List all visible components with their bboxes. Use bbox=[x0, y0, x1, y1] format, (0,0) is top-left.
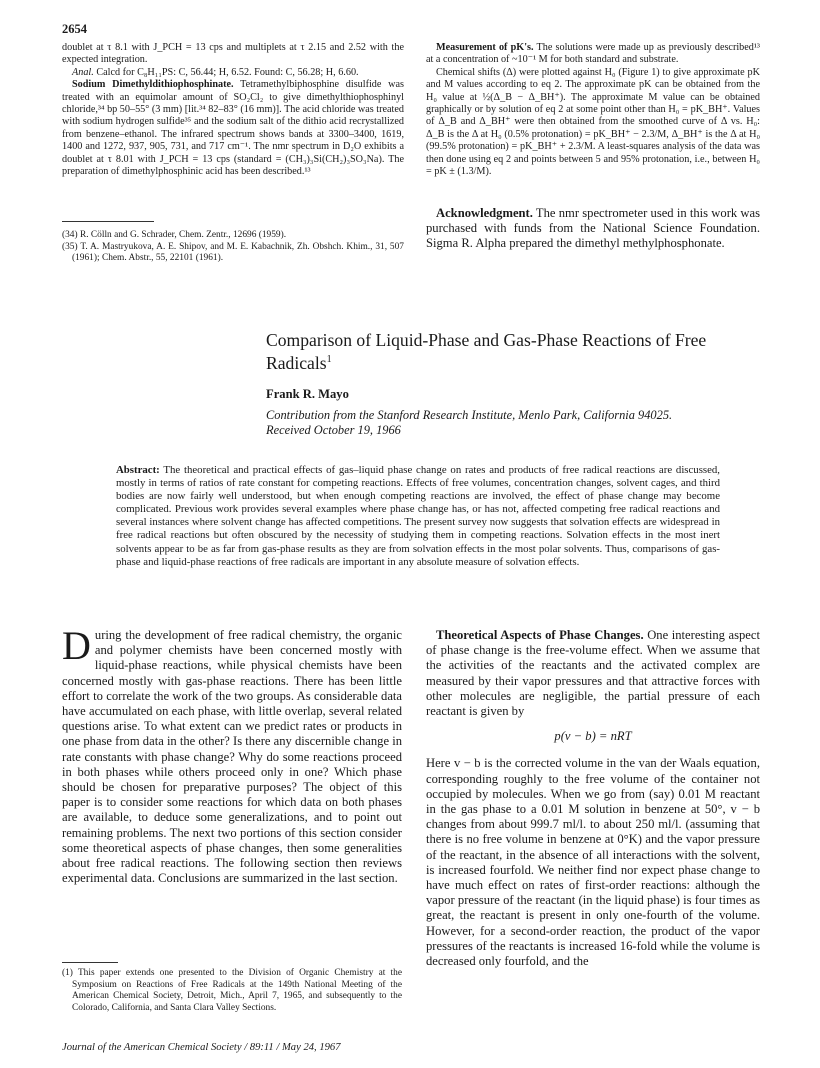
sodium-salt-heading: Sodium Dimethyldithiophosphinate. bbox=[72, 79, 234, 91]
abstract-text: The theoretical and practical effects of gas–liquid phase change on rates and products of free radical reactions are discussed, mostly in terms of ratios of rate constant for competing reactions. Effects of free volumes, concentration changes, solvent cages, and third bodies are now fairly well understood, but when enough competing reactions are involved, the effect of phase change may become complicated. Previous work provides several examples where phase change has, or has not, affected competing free radical reactions and several instances where solvent change has affected competitions. The present survey now suggests that solvation effects are widespread in free radical reactions but often obscured by the necessity of studying them in competing reactions. Solvation effects in the most inert solvents appear to be as far from gas-phase results as they are from solvation effects in the most polar solvents. Thus, comparisons of gas-phase and liquid-phase reactions of free radicals are important in any absolute measure of solvation effects. bbox=[116, 464, 720, 568]
abstract bbox=[116, 464, 720, 569]
affiliation-line: Contribution from the Stanford Research Institute, Menlo Park, California 94025. bbox=[266, 408, 673, 422]
sodium-salt-paragraph bbox=[62, 79, 404, 178]
drop-cap: D bbox=[62, 623, 91, 668]
footnote-rule-body bbox=[62, 962, 118, 963]
chemical-shift-paragraph: Chemical shifts (Δ) were plotted against H₀ (Figure 1) to give approximate pK and M values according to eq 2. The approximate pK can be obtained from the H₀ value at ½(Δ_B − Δ_BH⁺). The approximate M value can be obtained graphically or by solution of eq 2 at some point other than H₀ = pK_BH⁺. Values of Δ_B and Δ_BH⁺ were then obtained from the smoothed curve of Δ vs. H₀: Δ_B is the Δ at H₀ (0.5% protonation) = pK_BH⁺ − 2.3/M, Δ_BH⁺ is the Δ at H₀ (99.5% protonation) = pK_BH⁺ + 2.3/M. A least-squares analysis of the data was then done using eq 2 and points between 5 and 95% protonation, i.e., between H₀ = pK ± (1.3/M). bbox=[426, 66, 760, 178]
affiliation bbox=[266, 408, 786, 438]
top-left-column bbox=[62, 42, 404, 178]
analysis-text: Calcd for C₈H₁₁PS: C, 56.44; H, 6.52. Found: C, 56.28; H, 6.60. bbox=[93, 66, 359, 78]
received-date: Received October 19, 1966 bbox=[266, 423, 401, 437]
footnote-34: (34) R. Cölln and G. Schrader, Chem. Zentr., 12696 (1959). bbox=[62, 230, 287, 240]
introduction-text: uring the development of free radical chemistry, the organic and polymer chemists have been concerned mostly with liquid-phase reactions, while physical chemists have been concerned mostly with gas-phase reactions. There has been little effort to correlate the work of the two groups. As considerable data have accumulated on each phase, with little overlap, several related questions arise. To what extent can we predict rates or products in one phase from data in the other? Is there any discernible change in rate constants with phase change? Why do some reactions proceed in both phases while others proceed only in one? Which phase should be chosen for preparative purposes? The object of this paper is to consider some reactions for which data on both phases are available, to deduce some generalizations, and to point out remaining problems. The next two portions of this section consider some theoretical aspects of phase changes, then some generalities about free radical reactions. The following section then reviews experimental data. Conclusions are summarized in the last section. bbox=[62, 628, 402, 886]
pk-measurement-text: The solutions were made up as previously described¹³ at a concentration of ~10⁻¹ M for both standard and substrate. bbox=[426, 42, 760, 66]
section-heading-phase-changes: Theoretical Aspects of Phase Changes. bbox=[436, 628, 644, 642]
body-footnotes bbox=[62, 968, 402, 1014]
title-footnote-mark: 1 bbox=[326, 354, 332, 366]
equation-ideal-gas: p(v − b) = nRT bbox=[554, 729, 632, 744]
footnote-1: (1) This paper extends one presented to the Division of Organic Chemistry at the Symposium on Reactions of Free Radicals at the 149th National Meeting of the American Chemical Society, Detroit, Mich., April 7, 1965, and subsequently to the Colorado, California, and Santa Clara Valley Sections. bbox=[62, 968, 402, 1013]
abstract-label: Abstract: bbox=[116, 464, 160, 476]
analysis-lead: Anal. bbox=[72, 66, 94, 78]
top-right-column bbox=[426, 42, 760, 178]
phase-change-text: One interesting aspect of phase change is the free-volume effect. When we assume that the activities of the reactants and the activated complex are measured by their vapor pressures and that attractive forces with other molecules are negligible, the partial pressure of each reactant is given by bbox=[426, 628, 760, 719]
page-number: 2654 bbox=[62, 22, 87, 36]
body-left-column bbox=[62, 623, 402, 886]
footnote-rule-top-left bbox=[62, 221, 154, 222]
analysis-paragraph bbox=[62, 67, 404, 79]
acknowledgment-heading: Acknowledgment. bbox=[436, 206, 533, 220]
acknowledgment-text: The nmr spectrometer used in this work was purchased with funds from the National Science Foundation. Sigma R. Alpha prepared the dimethyl methylphosphonate. bbox=[426, 206, 760, 251]
pk-measurement-paragraph bbox=[426, 42, 760, 67]
pk-measurement-heading: Measurement of pK's. bbox=[436, 42, 534, 53]
journal-footer: Journal of the American Chemical Society / 89:11 / May 24, 1967 bbox=[62, 1042, 341, 1053]
free-volume-text: Here v − b is the corrected volume in the van der Waals equation, corresponding roughly to the free volume of the container not occupied by molecules. When we go from (say) 0.01 M reactant in the gas phase to a 0.01 M solution in benzene at 50°, v − b changes from about 999.7 ml/l. to about 250 ml/l. (assuming that there is no free volume in benzene at 0°K) and the vapor pressure of the reactant, in the absence of all interactions with the solvent, is increased fourfold. We neither find nor expect phase change to have much effect on rates of first-order reactions: although the vapor pressure of the reactant (in the liquid phase) is four times as great, the reactant is present in only one-fourth of the volume. However, for a second-order reaction, the product of the vapor pressures of the reactants is increased 16-fold while the volume is decreased only fourfold, and the bbox=[426, 756, 760, 969]
article-title: Comparison of Liquid-Phase and Gas-Phase Reactions of Free Radicals$^1$ bbox=[266, 330, 707, 373]
nmr-continuation: doublet at τ 8.1 with J_PCH = 13 cps and multiplets at τ 2.15 and 2.52 with the expected integration. bbox=[62, 42, 404, 66]
body-right-column bbox=[426, 628, 760, 969]
top-left-footnotes bbox=[62, 230, 404, 265]
acknowledgment bbox=[426, 206, 760, 252]
author-name: Frank R. Mayo bbox=[266, 387, 349, 401]
sodium-salt-text: Tetramethylbiphosphine disulfide was treated with an equimolar amount of SO₂Cl₂ to give dimethylthiophosphinyl chloride,³⁴ bp 50–55° (3 mm) [lit.³⁴ 82–83° (16 mm)]. The acid chloride was treated with sodium hydrogen sulfide³⁵ and the sodium salt of the dithio acid recrystallized from benzene–ethanol. The infrared spectrum shows bands at 3300–3400, 1619, 1400 and 1272, 937, 905, 731, and 717 cm⁻¹. The nmr spectrum in D₂O exhibits a doublet at τ 8.01 with J_PCH = 13 cps (standard = (CH₃)₃Si(CH₂)₃SO₃Na). The preparation of dimethylphosphinic acid has been described.¹³ bbox=[62, 79, 405, 178]
footnote-35: (35) T. A. Mastryukova, A. E. Shipov, and M. E. Kabachnik, Zh. Obshch. Khim., 31, 507 (1961); Chem. Abstr., 55, 22101 (1961). bbox=[62, 241, 404, 264]
